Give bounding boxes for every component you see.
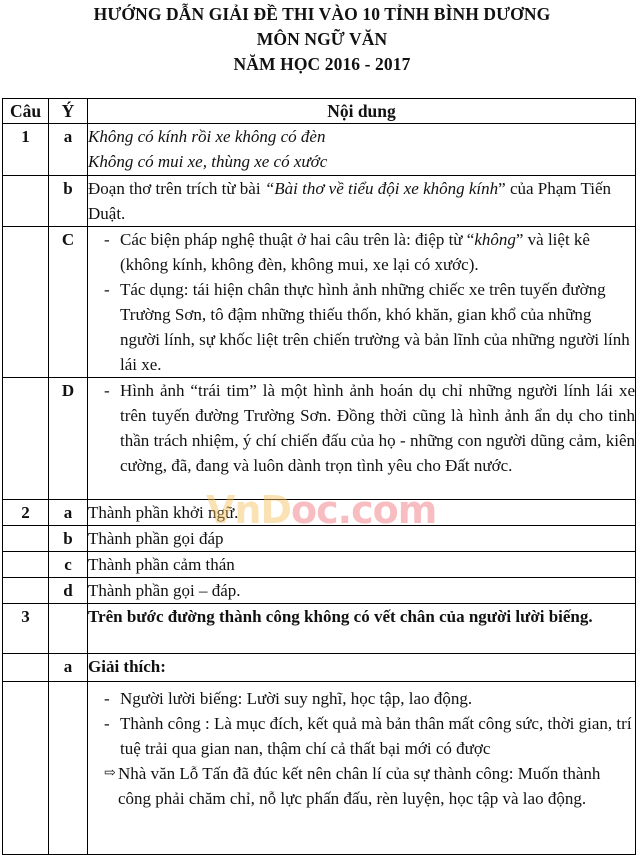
content-cell: Thành phần gọi – đáp. — [88, 578, 636, 604]
bullet-text: Tác dụng: tái hiện chân thực hình ảnh những chiếc xe trên tuyến đường Trường Sơn, tô đậm những thiếu thốn, khó khăn, gian khổ của những người lính, sự khốc liệt trên chiến trường và bản lĩnh của những người lính lái xe. — [120, 280, 630, 374]
title-line-3: NĂM HỌC 2016 - 2017 — [233, 54, 411, 74]
cau-cell — [3, 654, 49, 682]
table-row — [3, 378, 636, 500]
cau-cell: 1 — [3, 124, 49, 176]
y-cell: D — [49, 378, 88, 500]
column-header-noi-dung: Nội dung — [88, 99, 636, 124]
bullet-item — [88, 711, 635, 761]
table-row — [3, 526, 636, 552]
poem-line: Không có mui xe, thùng xe có xước — [88, 152, 328, 171]
content-text: ” của Phạm Tiến Duật. — [88, 179, 612, 223]
dash-marker: - — [104, 280, 110, 299]
table-row — [3, 124, 636, 176]
content-cell — [88, 227, 636, 378]
bullet-text: Các biện pháp nghệ thuật ở hai câu trên là: điệp từ “không” và liệt kê (không kính, không đèn, không mui, xe lại có xước). — [120, 230, 590, 274]
bullet-text: Nhà văn Lỗ Tấn đã đúc kết nên chân lí của sự thành công: Muốn thành công phải chăm chỉ, nỗ lực phấn đấu, rèn luyện, học tập và lao động. — [118, 764, 601, 808]
cau-cell — [3, 526, 49, 552]
watermark-part-2: oc.com — [291, 488, 437, 532]
answer-table — [2, 98, 636, 855]
table-header-row — [3, 99, 636, 124]
y-cell: a — [49, 124, 88, 176]
y-cell — [49, 604, 88, 654]
document-title — [0, 2, 644, 77]
bullet-item — [88, 761, 635, 811]
cau-cell — [3, 227, 49, 378]
cau-cell: 3 — [3, 604, 49, 654]
content-cell — [88, 378, 636, 500]
y-cell: c — [49, 552, 88, 578]
section-heading: Giải thích: — [88, 654, 636, 682]
table-row — [3, 682, 636, 855]
y-cell — [49, 682, 88, 855]
bullet-text: Thành công : Là mục đích, kết quả mà bản thân mất công sức, thời gian, trí tuệ trải qua gian nan, thậm chí cả thất bại mới có được — [120, 714, 632, 758]
cau-cell — [3, 552, 49, 578]
bullet-item — [88, 378, 635, 478]
dash-marker: - — [104, 714, 110, 733]
table-row — [3, 227, 636, 378]
y-cell: a — [49, 500, 88, 526]
poem-line: Không có kính rồi xe không có đèn — [88, 127, 326, 146]
cau-cell: 2 — [3, 500, 49, 526]
bullet-item — [88, 227, 635, 277]
title-line-2: MÔN NGỮ VĂN — [256, 29, 388, 49]
table-row — [3, 176, 636, 227]
table-row — [3, 578, 636, 604]
bullet-item — [88, 277, 635, 377]
poem-title: “Bài thơ về tiểu đội xe không kính — [264, 179, 499, 198]
bullet-text: Hình ảnh “trái tim” là một hình ảnh hoán dụ chỉ những người lính lái xe trên tuyến đường Trường Sơn. Đồng thời cũng là hình ảnh ẩn dụ cho tinh thần trách nhiệm, ý chí chiến đấu của họ - những con người dũng cảm, kiên cường, đã, đang và luôn dành trọn tình yêu cho Đất nước. — [120, 381, 635, 475]
dash-marker: - — [104, 381, 110, 400]
table-row — [3, 604, 636, 654]
content-cell: Thành phần khởi ngữ. — [88, 500, 636, 526]
arrow-right-icon: ⇨ — [104, 766, 116, 781]
y-cell: C — [49, 227, 88, 378]
content-cell — [88, 124, 636, 176]
table-row — [3, 500, 636, 526]
y-cell: d — [49, 578, 88, 604]
bullet-text: Người lười biếng: Lười suy nghĩ, học tập, lao động. — [120, 689, 473, 708]
cau-cell — [3, 682, 49, 855]
content-cell: Thành phần gọi đáp — [88, 526, 636, 552]
cau-cell — [3, 578, 49, 604]
table-row — [3, 552, 636, 578]
content-cell — [88, 682, 636, 855]
cau-cell — [3, 378, 49, 500]
content-cell — [88, 176, 636, 227]
dash-marker: - — [104, 230, 110, 249]
table-row — [3, 654, 636, 682]
content-text: Đoạn thơ trên trích từ bài — [88, 179, 265, 198]
cau-cell — [3, 176, 49, 227]
y-cell: a — [49, 654, 88, 682]
y-cell: b — [49, 526, 88, 552]
column-header-cau: Câu — [3, 99, 49, 124]
watermark-part-1: VnD — [206, 488, 292, 532]
column-header-y: Ý — [49, 99, 88, 124]
dash-marker: - — [104, 689, 110, 708]
essay-topic: Trên bước đường thành công không có vết chân của người lười biếng. — [88, 604, 636, 654]
content-cell: Thành phần cảm thán — [88, 552, 636, 578]
y-cell: b — [49, 176, 88, 227]
bullet-item — [88, 686, 635, 711]
title-line-1: HƯỚNG DẪN GIẢI ĐỀ THI VÀO 10 TỈNH BÌNH DƯƠNG — [93, 4, 551, 24]
